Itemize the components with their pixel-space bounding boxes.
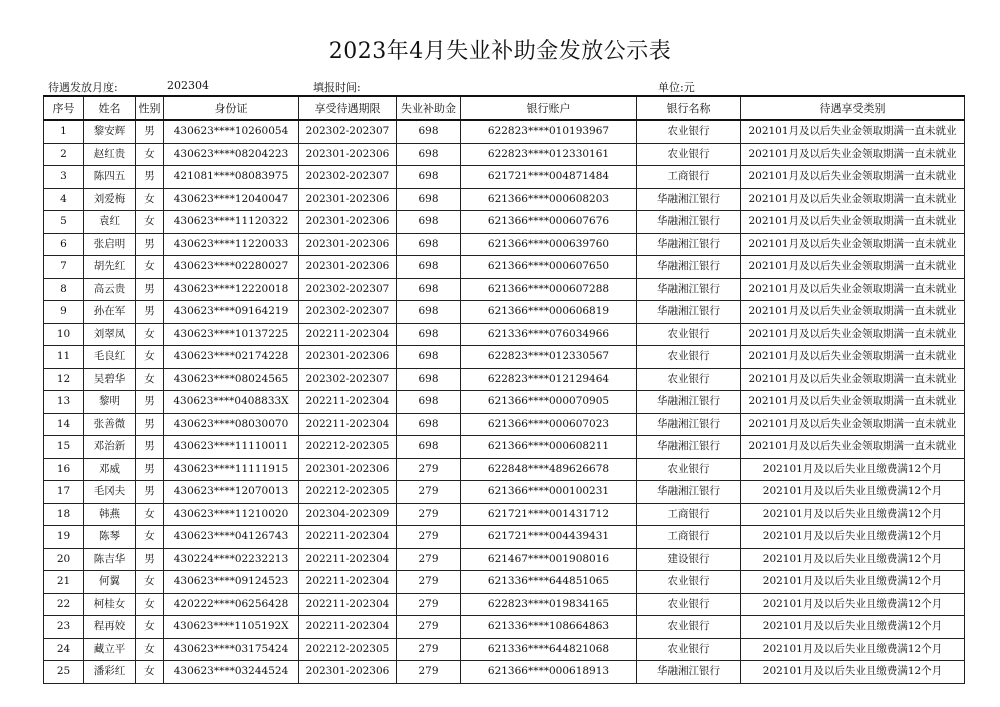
- cell-index: 14: [44, 413, 84, 436]
- period-value: 202304: [167, 79, 209, 92]
- cell-amount: 698: [397, 120, 461, 143]
- cell-category: 202101月及以后失业金领取期满一直未就业: [741, 233, 965, 256]
- cell-category: 202101月及以后失业且缴费满12个月: [741, 593, 965, 616]
- cell-id: 430623****08030070: [164, 413, 299, 436]
- cell-index: 20: [44, 548, 84, 571]
- cell-name: 何翼: [84, 571, 136, 594]
- cell-amount: 698: [397, 413, 461, 436]
- cell-bank: 农业银行: [637, 638, 741, 661]
- cell-account: 621366****000639760: [461, 233, 637, 256]
- cell-bank: 华融湘江银行: [637, 436, 741, 459]
- cell-id: 430623****0408833X: [164, 391, 299, 414]
- cell-account: 622823****012330567: [461, 346, 637, 369]
- cell-bank: 农业银行: [637, 120, 741, 143]
- cell-amount: 279: [397, 571, 461, 594]
- cell-name: 孙在军: [84, 301, 136, 324]
- cell-index: 9: [44, 301, 84, 324]
- cell-index: 17: [44, 481, 84, 504]
- cell-bank: 华融湘江银行: [637, 413, 741, 436]
- cell-period: 202211-202304: [299, 323, 397, 346]
- table-row: [44, 233, 965, 256]
- cell-category: 202101月及以后失业且缴费满12个月: [741, 458, 965, 481]
- cell-amount: 279: [397, 458, 461, 481]
- cell-bank: 工商银行: [637, 526, 741, 549]
- cell-period: 202301-202306: [299, 188, 397, 211]
- cell-index: 6: [44, 233, 84, 256]
- cell-index: 21: [44, 571, 84, 594]
- cell-category: 202101月及以后失业金领取期满一直未就业: [741, 436, 965, 459]
- cell-name: 黎安辉: [84, 120, 136, 143]
- col-header-account: 银行账户: [461, 96, 637, 120]
- cell-id: 430623****11110011: [164, 436, 299, 459]
- cell-gender: 女: [136, 346, 164, 369]
- cell-gender: 女: [136, 526, 164, 549]
- cell-gender: 女: [136, 143, 164, 166]
- cell-category: 202101月及以后失业且缴费满12个月: [741, 526, 965, 549]
- cell-account: 621366****000100231: [461, 481, 637, 504]
- cell-period: 202301-202306: [299, 143, 397, 166]
- cell-amount: 698: [397, 143, 461, 166]
- cell-id: 430623****11120322: [164, 211, 299, 234]
- table-row: [44, 571, 965, 594]
- cell-amount: 698: [397, 436, 461, 459]
- cell-gender: 男: [136, 548, 164, 571]
- cell-name: 吴碧华: [84, 368, 136, 391]
- cell-gender: 女: [136, 593, 164, 616]
- cell-index: 10: [44, 323, 84, 346]
- cell-account: 621721****001431712: [461, 503, 637, 526]
- cell-amount: 698: [397, 211, 461, 234]
- col-header-name: 姓名: [84, 96, 136, 120]
- cell-index: 1: [44, 120, 84, 143]
- cell-bank: 华融湘江银行: [637, 481, 741, 504]
- cell-id: 421081****08083975: [164, 166, 299, 189]
- cell-name: 柯桂女: [84, 593, 136, 616]
- col-header-id: 身份证: [164, 96, 299, 120]
- cell-gender: 女: [136, 188, 164, 211]
- cell-period: 202211-202304: [299, 413, 397, 436]
- cell-amount: 698: [397, 301, 461, 324]
- table-row: [44, 503, 965, 526]
- cell-period: 202302-202307: [299, 278, 397, 301]
- cell-index: 16: [44, 458, 84, 481]
- cell-amount: 698: [397, 278, 461, 301]
- table-row: [44, 211, 965, 234]
- cell-category: 202101月及以后失业金领取期满一直未就业: [741, 368, 965, 391]
- cell-id: 430623****09124523: [164, 571, 299, 594]
- cell-period: 202304-202309: [299, 503, 397, 526]
- cell-period: 202301-202306: [299, 458, 397, 481]
- cell-gender: 男: [136, 278, 164, 301]
- cell-bank: 农业银行: [637, 346, 741, 369]
- subsidy-table: [43, 95, 965, 684]
- cell-index: 12: [44, 368, 84, 391]
- cell-id: 430623****04126743: [164, 526, 299, 549]
- cell-period: 202301-202306: [299, 661, 397, 684]
- cell-index: 24: [44, 638, 84, 661]
- cell-gender: 女: [136, 661, 164, 684]
- table-row: [44, 526, 965, 549]
- cell-id: 430623****11111915: [164, 458, 299, 481]
- cell-period: 202301-202306: [299, 211, 397, 234]
- cell-id: 430623****02280027: [164, 256, 299, 279]
- table-row: [44, 436, 965, 459]
- cell-id: 430623****10137225: [164, 323, 299, 346]
- table-row: [44, 616, 965, 639]
- cell-gender: 女: [136, 323, 164, 346]
- cell-amount: 698: [397, 166, 461, 189]
- cell-account: 621336****076034966: [461, 323, 637, 346]
- cell-index: 18: [44, 503, 84, 526]
- cell-index: 25: [44, 661, 84, 684]
- cell-account: 621467****001908016: [461, 548, 637, 571]
- cell-category: 202101月及以后失业且缴费满12个月: [741, 481, 965, 504]
- cell-bank: 农业银行: [637, 323, 741, 346]
- cell-gender: 男: [136, 301, 164, 324]
- cell-id: 430623****12040047: [164, 188, 299, 211]
- cell-gender: 女: [136, 368, 164, 391]
- cell-gender: 男: [136, 413, 164, 436]
- cell-gender: 男: [136, 436, 164, 459]
- table-row: [44, 638, 965, 661]
- cell-category: 202101月及以后失业金领取期满一直未就业: [741, 166, 965, 189]
- fill-time-label: 填报时间:: [313, 81, 361, 94]
- table-row: [44, 323, 965, 346]
- cell-category: 202101月及以后失业金领取期满一直未就业: [741, 391, 965, 414]
- cell-period: 202302-202307: [299, 166, 397, 189]
- cell-bank: 农业银行: [637, 458, 741, 481]
- cell-category: 202101月及以后失业金领取期满一直未就业: [741, 323, 965, 346]
- cell-period: 202212-202305: [299, 481, 397, 504]
- unit-label: 单位:元: [658, 81, 695, 94]
- cell-period: 202302-202307: [299, 368, 397, 391]
- cell-amount: 279: [397, 593, 461, 616]
- cell-account: 621721****004871484: [461, 166, 637, 189]
- cell-bank: 华融湘江银行: [637, 233, 741, 256]
- cell-category: 202101月及以后失业金领取期满一直未就业: [741, 278, 965, 301]
- cell-index: 4: [44, 188, 84, 211]
- cell-bank: 华融湘江银行: [637, 211, 741, 234]
- cell-period: 202211-202304: [299, 571, 397, 594]
- cell-name: 黎明: [84, 391, 136, 414]
- cell-amount: 698: [397, 368, 461, 391]
- cell-name: 袁红: [84, 211, 136, 234]
- cell-bank: 农业银行: [637, 571, 741, 594]
- cell-id: 430623****1105192X: [164, 616, 299, 639]
- cell-bank: 华融湘江银行: [637, 256, 741, 279]
- cell-gender: 女: [136, 503, 164, 526]
- cell-period: 202211-202304: [299, 548, 397, 571]
- cell-account: 621366****000607676: [461, 211, 637, 234]
- cell-gender: 女: [136, 211, 164, 234]
- cell-account: 621366****000607650: [461, 256, 637, 279]
- cell-bank: 农业银行: [637, 143, 741, 166]
- cell-id: 430623****02174228: [164, 346, 299, 369]
- cell-id: 430623****11220033: [164, 233, 299, 256]
- cell-gender: 男: [136, 481, 164, 504]
- cell-name: 胡先红: [84, 256, 136, 279]
- cell-index: 3: [44, 166, 84, 189]
- cell-amount: 279: [397, 548, 461, 571]
- cell-id: 430623****12070013: [164, 481, 299, 504]
- cell-period: 202211-202304: [299, 391, 397, 414]
- cell-gender: 女: [136, 571, 164, 594]
- table-row: [44, 458, 965, 481]
- cell-id: 420222****06256428: [164, 593, 299, 616]
- cell-account: 622823****010193967: [461, 120, 637, 143]
- cell-bank: 华融湘江银行: [637, 188, 741, 211]
- period-label: 待遇发放月度:: [48, 81, 118, 94]
- cell-id: 430623****08204223: [164, 143, 299, 166]
- table-row: [44, 413, 965, 436]
- cell-index: 19: [44, 526, 84, 549]
- cell-bank: 华融湘江银行: [637, 278, 741, 301]
- cell-id: 430623****11210020: [164, 503, 299, 526]
- cell-category: 202101月及以后失业金领取期满一直未就业: [741, 188, 965, 211]
- cell-account: 621366****000607288: [461, 278, 637, 301]
- cell-id: 430623****09164219: [164, 301, 299, 324]
- cell-category: 202101月及以后失业金领取期满一直未就业: [741, 301, 965, 324]
- cell-index: 5: [44, 211, 84, 234]
- cell-account: 621366****000606819: [461, 301, 637, 324]
- cell-account: 622823****012330161: [461, 143, 637, 166]
- cell-name: 潘彩红: [84, 661, 136, 684]
- cell-gender: 男: [136, 391, 164, 414]
- cell-amount: 279: [397, 503, 461, 526]
- cell-amount: 279: [397, 526, 461, 549]
- table-row: [44, 143, 965, 166]
- cell-name: 赵红贵: [84, 143, 136, 166]
- col-header-gender: 性别: [136, 96, 164, 120]
- cell-name: 毛良红: [84, 346, 136, 369]
- page-title: 2023年4月失业补助金发放公示表: [328, 39, 672, 64]
- cell-index: 2: [44, 143, 84, 166]
- cell-name: 陈四五: [84, 166, 136, 189]
- cell-amount: 279: [397, 481, 461, 504]
- cell-index: 23: [44, 616, 84, 639]
- cell-name: 邓威: [84, 458, 136, 481]
- cell-account: 621366****000608203: [461, 188, 637, 211]
- cell-period: 202211-202304: [299, 593, 397, 616]
- cell-index: 8: [44, 278, 84, 301]
- cell-id: 430623****10260054: [164, 120, 299, 143]
- cell-amount: 698: [397, 188, 461, 211]
- cell-category: 202101月及以后失业金领取期满一直未就业: [741, 120, 965, 143]
- cell-index: 7: [44, 256, 84, 279]
- cell-account: 622823****012129464: [461, 368, 637, 391]
- cell-category: 202101月及以后失业金领取期满一直未就业: [741, 413, 965, 436]
- cell-gender: 男: [136, 166, 164, 189]
- cell-category: 202101月及以后失业且缴费满12个月: [741, 616, 965, 639]
- cell-bank: 农业银行: [637, 616, 741, 639]
- table-row: [44, 368, 965, 391]
- cell-period: 202301-202306: [299, 346, 397, 369]
- cell-index: 22: [44, 593, 84, 616]
- cell-period: 202302-202307: [299, 120, 397, 143]
- cell-name: 高云贵: [84, 278, 136, 301]
- cell-amount: 698: [397, 233, 461, 256]
- cell-id: 430623****08024565: [164, 368, 299, 391]
- cell-bank: 华融湘江银行: [637, 391, 741, 414]
- col-header-bank: 银行名称: [637, 96, 741, 120]
- cell-gender: 女: [136, 256, 164, 279]
- cell-period: 202211-202304: [299, 616, 397, 639]
- cell-bank: 华融湘江银行: [637, 661, 741, 684]
- col-header-period: 享受待遇期限: [299, 96, 397, 120]
- table-row: [44, 661, 965, 684]
- cell-account: 621366****000607023: [461, 413, 637, 436]
- cell-category: 202101月及以后失业金领取期满一直未就业: [741, 143, 965, 166]
- cell-period: 202212-202305: [299, 638, 397, 661]
- col-header-index: 序号: [44, 96, 84, 120]
- cell-account: 621366****000070905: [461, 391, 637, 414]
- cell-category: 202101月及以后失业且缴费满12个月: [741, 638, 965, 661]
- cell-id: 430224****02232213: [164, 548, 299, 571]
- table-row: [44, 301, 965, 324]
- cell-name: 刘翠凤: [84, 323, 136, 346]
- table-row: [44, 256, 965, 279]
- table-row: [44, 593, 965, 616]
- cell-account: 621366****000608211: [461, 436, 637, 459]
- table-row: [44, 166, 965, 189]
- cell-id: 430623****03175424: [164, 638, 299, 661]
- cell-amount: 698: [397, 323, 461, 346]
- cell-period: 202301-202306: [299, 256, 397, 279]
- cell-amount: 279: [397, 616, 461, 639]
- table-row: [44, 391, 965, 414]
- cell-index: 13: [44, 391, 84, 414]
- cell-bank: 工商银行: [637, 503, 741, 526]
- table-row: [44, 548, 965, 571]
- cell-account: 621336****108664863: [461, 616, 637, 639]
- cell-amount: 698: [397, 346, 461, 369]
- cell-name: 刘爱梅: [84, 188, 136, 211]
- cell-bank: 华融湘江银行: [637, 301, 741, 324]
- cell-category: 202101月及以后失业且缴费满12个月: [741, 548, 965, 571]
- cell-category: 202101月及以后失业且缴费满12个月: [741, 503, 965, 526]
- table-row: [44, 188, 965, 211]
- table-row: [44, 481, 965, 504]
- cell-bank: 建设银行: [637, 548, 741, 571]
- table-row: [44, 346, 965, 369]
- cell-gender: 男: [136, 120, 164, 143]
- cell-bank: 农业银行: [637, 593, 741, 616]
- table-header-row: [44, 96, 965, 120]
- table-body: [44, 120, 965, 683]
- cell-category: 202101月及以后失业金领取期满一直未就业: [741, 211, 965, 234]
- cell-amount: 279: [397, 661, 461, 684]
- cell-account: 621721****004439431: [461, 526, 637, 549]
- cell-amount: 698: [397, 391, 461, 414]
- cell-name: 韩燕: [84, 503, 136, 526]
- cell-name: 毛冈夫: [84, 481, 136, 504]
- cell-name: 程再姣: [84, 616, 136, 639]
- cell-period: 202211-202304: [299, 526, 397, 549]
- cell-id: 430623****12220018: [164, 278, 299, 301]
- cell-amount: 698: [397, 256, 461, 279]
- cell-id: 430623****03244524: [164, 661, 299, 684]
- cell-period: 202302-202307: [299, 301, 397, 324]
- cell-name: 藏立平: [84, 638, 136, 661]
- table-row: [44, 120, 965, 143]
- cell-bank: 农业银行: [637, 368, 741, 391]
- cell-category: 202101月及以后失业金领取期满一直未就业: [741, 256, 965, 279]
- cell-category: 202101月及以后失业且缴费满12个月: [741, 661, 965, 684]
- cell-name: 陈吉华: [84, 548, 136, 571]
- table-row: [44, 278, 965, 301]
- cell-account: 621336****644851065: [461, 571, 637, 594]
- cell-account: 621336****644821068: [461, 638, 637, 661]
- cell-category: 202101月及以后失业金领取期满一直未就业: [741, 346, 965, 369]
- cell-name: 张善微: [84, 413, 136, 436]
- cell-gender: 男: [136, 233, 164, 256]
- cell-category: 202101月及以后失业且缴费满12个月: [741, 571, 965, 594]
- col-header-category: 待遇享受类别: [741, 96, 965, 120]
- cell-index: 15: [44, 436, 84, 459]
- cell-bank: 工商银行: [637, 166, 741, 189]
- cell-name: 邓治新: [84, 436, 136, 459]
- cell-account: 622823****019834165: [461, 593, 637, 616]
- cell-account: 621366****000618913: [461, 661, 637, 684]
- cell-name: 张启明: [84, 233, 136, 256]
- cell-gender: 女: [136, 616, 164, 639]
- cell-name: 陈琴: [84, 526, 136, 549]
- cell-period: 202301-202306: [299, 233, 397, 256]
- cell-period: 202212-202305: [299, 436, 397, 459]
- cell-gender: 女: [136, 638, 164, 661]
- col-header-amount: 失业补助金: [397, 96, 461, 120]
- cell-gender: 男: [136, 458, 164, 481]
- cell-amount: 279: [397, 638, 461, 661]
- cell-account: 622848****489626678: [461, 458, 637, 481]
- cell-index: 11: [44, 346, 84, 369]
